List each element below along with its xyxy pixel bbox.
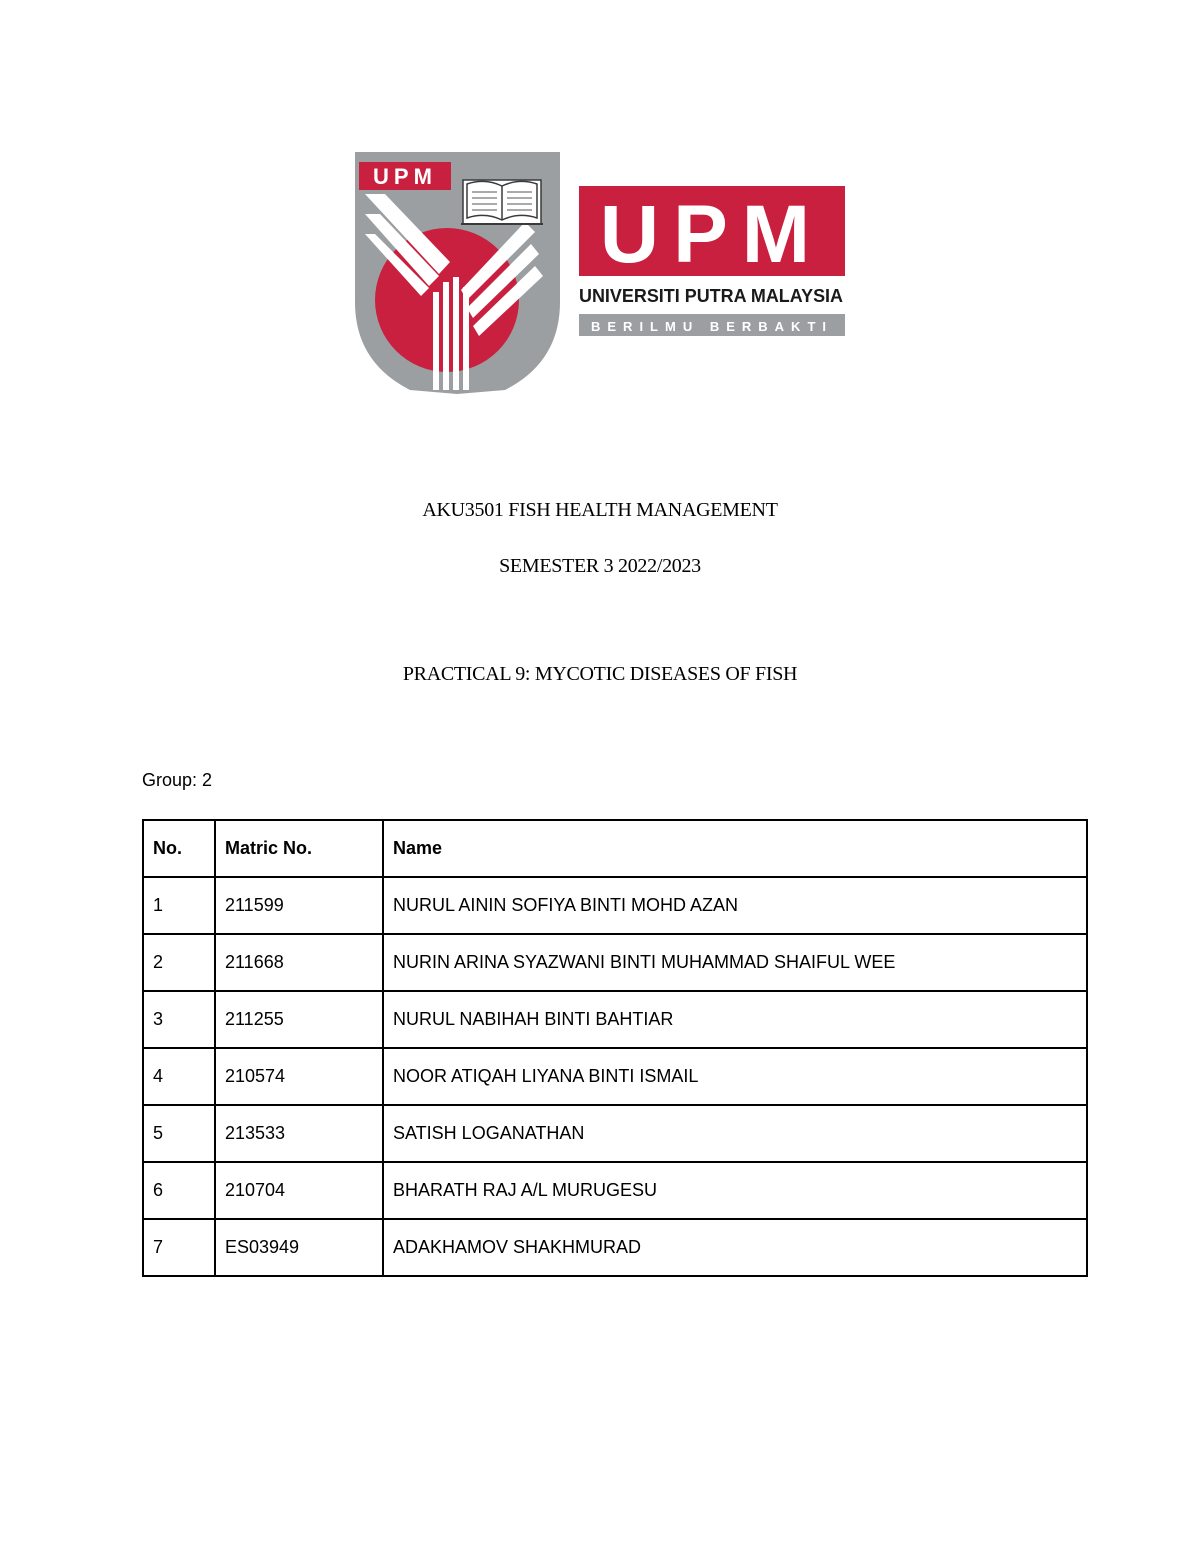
cell-no: 5 — [143, 1105, 215, 1162]
cell-matric: 210704 — [215, 1162, 383, 1219]
header-no: No. — [143, 820, 215, 877]
cell-no: 1 — [143, 877, 215, 934]
header-matric: Matric No. — [215, 820, 383, 877]
shield-upm-text: UPM — [373, 164, 437, 189]
wordmark-upm-text: UPM — [599, 189, 825, 280]
university-logo — [355, 152, 850, 397]
table-row — [143, 991, 1087, 1048]
cell-name: NOOR ATIQAH LIYANA BINTI ISMAIL — [383, 1048, 1087, 1105]
table-row — [143, 1048, 1087, 1105]
cell-no: 7 — [143, 1219, 215, 1276]
table-header-row — [143, 820, 1087, 877]
practical-title: PRACTICAL 9: MYCOTIC DISEASES OF FISH — [402, 663, 798, 685]
cell-name: BHARATH RAJ A/L MURUGESU — [383, 1162, 1087, 1219]
upm-wordmark — [579, 186, 845, 338]
cell-name: SATISH LOGANATHAN — [383, 1105, 1087, 1162]
cell-matric: 211599 — [215, 877, 383, 934]
cell-name: NURUL AININ SOFIYA BINTI MOHD AZAN — [383, 877, 1087, 934]
course-title: AKU3501 FISH HEALTH MANAGEMENT — [422, 499, 778, 521]
cell-no: 2 — [143, 934, 215, 991]
table-row — [143, 877, 1087, 934]
table-row — [143, 934, 1087, 991]
table-row — [143, 1219, 1087, 1276]
cell-name: NURUL NABIHAH BINTI BAHTIAR — [383, 991, 1087, 1048]
cell-matric: 211668 — [215, 934, 383, 991]
cell-no: 3 — [143, 991, 215, 1048]
header-name: Name — [383, 820, 1087, 877]
cell-no: 6 — [143, 1162, 215, 1219]
cell-name: ADAKHAMOV SHAKHMURAD — [383, 1219, 1087, 1276]
cell-name: NURIN ARINA SYAZWANI BINTI MUHAMMAD SHAIFUL WEE — [383, 934, 1087, 991]
cell-matric: 210574 — [215, 1048, 383, 1105]
semester-title: SEMESTER 3 2022/2023 — [499, 555, 701, 577]
cell-matric: 213533 — [215, 1105, 383, 1162]
university-motto: BERILMU BERBAKTI — [591, 319, 833, 334]
cell-no: 4 — [143, 1048, 215, 1105]
university-name: UNIVERSITI PUTRA MALAYSIA — [579, 285, 843, 306]
table-row — [143, 1162, 1087, 1219]
upm-shield-emblem — [355, 152, 560, 394]
cell-matric: 211255 — [215, 991, 383, 1048]
table-row — [143, 1105, 1087, 1162]
cell-matric: ES03949 — [215, 1219, 383, 1276]
group-label: Group: 2 — [142, 770, 213, 790]
open-book-icon — [461, 180, 543, 224]
members-table — [142, 819, 1088, 1277]
